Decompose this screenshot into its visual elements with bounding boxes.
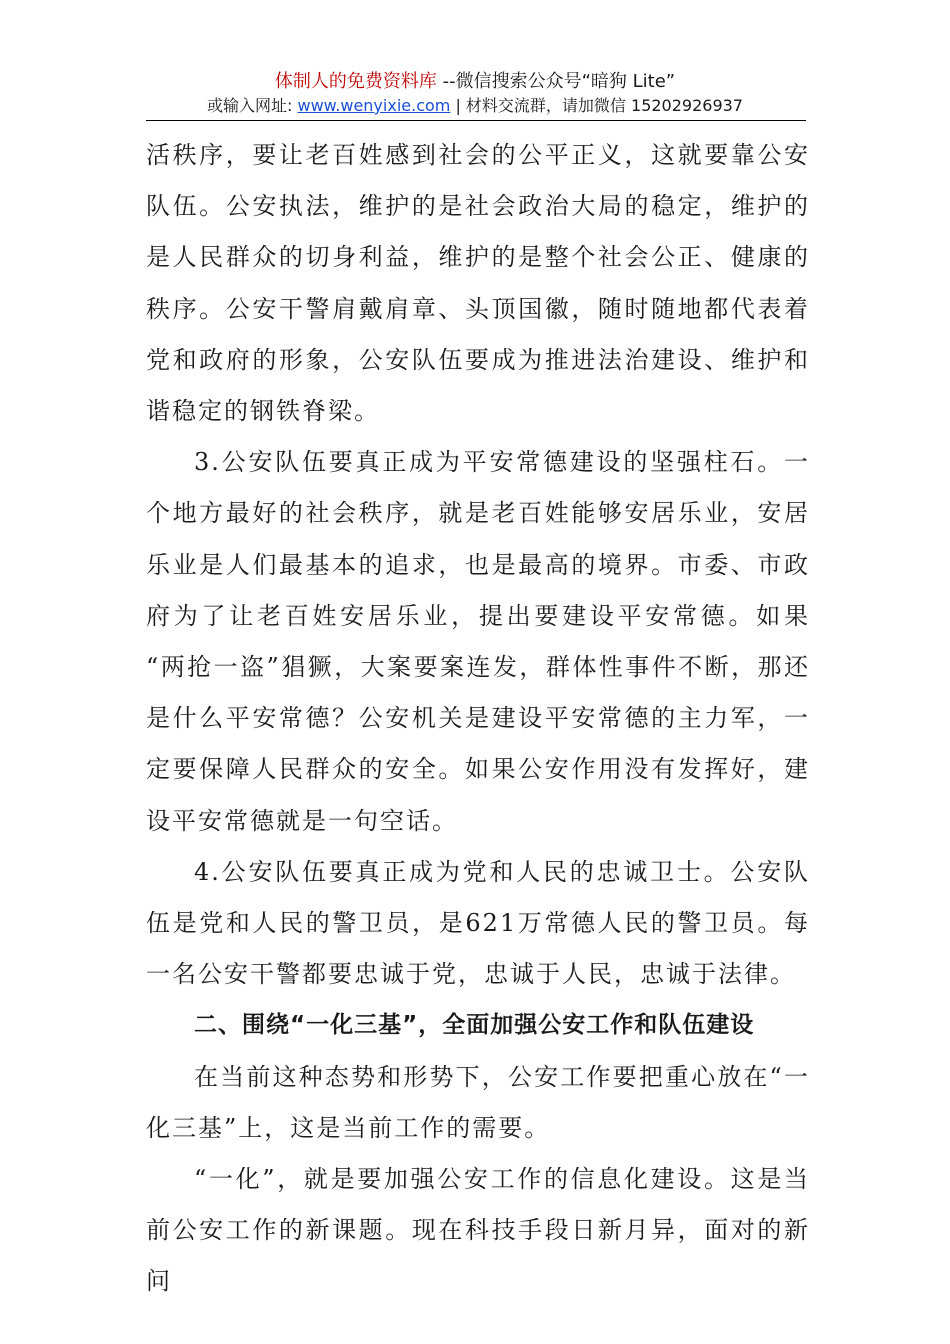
paragraph-2: 3.公安队伍要真正成为平安常德建设的坚强柱石。一个地方最好的社会秩序，就是老百姓能够安居乐业，安居乐业是人们最基本的追求，也是最高的境界。市委、市政府为了让老百姓安居乐业，提出要建设平安常德。如果 “两抢一盗”猖獗，大案要案连发，群体性事件不断，那还是什么平安常德？公安机关是建设平安常德的主力军，一定要保障人民群众的安全。如果公安作用没有发挥好，建设平安常德就是一句空话。	[146, 448, 810, 835]
paragraph-1: 活秩序，要让老百姓感到社会的公平正义，这就要靠公安队伍。公安执法，维护的是社会政治大局的稳定，维护的是人民群众的切身利益，维护的是整个社会公正、健康的秩序。公安干警肩戴肩章、头顶国徽，随时随地都代表着党和政府的形象，公安队伍要成为推进法治建设、维护和谐稳定的钢铁脊梁。	[146, 141, 810, 426]
header-contact-line	[0, 94, 950, 118]
header-brand: 体制人的免费资料库	[274, 71, 437, 92]
section-heading: 二、围绕“一化三基”，全面加强公安工作和队伍建设	[194, 1012, 755, 1039]
header-title-line	[0, 70, 950, 94]
page-header	[0, 70, 950, 118]
paragraph-3: 4.公安队伍要真正成为党和人民的忠诚卫士。公安队伍是党和人民的警卫员，是621万常德人民的警卫员。每一名公安干警都要忠诚于党，忠诚于人民，忠诚于法律。	[146, 857, 810, 989]
paragraph-5: “一化”，就是要加强公安工作的信息化建设。这是当前公安工作的新课题。现在科技手段日新月异，面对的新问	[146, 1165, 810, 1296]
header-contact: | 材料交流群，请加微信 15202926937	[450, 96, 743, 115]
document-body	[146, 130, 810, 1308]
header-url-link[interactable]: www.wenyixie.com	[297, 96, 451, 115]
header-divider	[146, 120, 806, 121]
header-tagline: --微信搜索公众号“暗狗 Lite”	[436, 71, 676, 92]
paragraph-4: 在当前这种态势和形势下，公安工作要把重心放在“一化三基”上，这是当前工作的需要。	[146, 1062, 810, 1142]
header-url-prefix: 或输入网址:	[207, 96, 298, 115]
